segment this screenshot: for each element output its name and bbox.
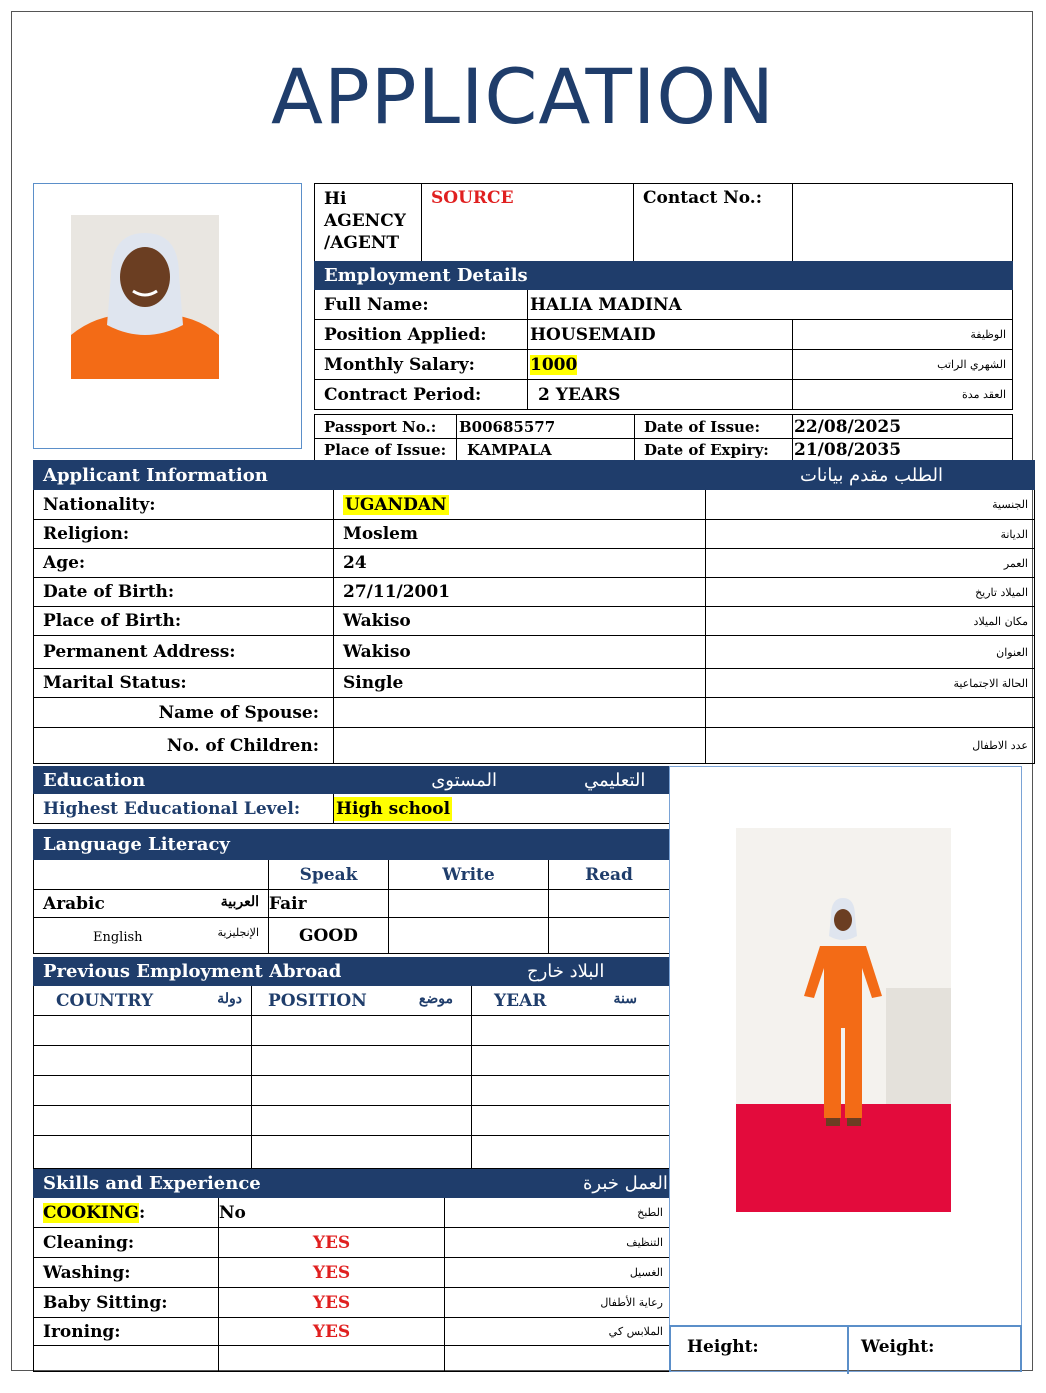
previous-header: Previous Employment Abroad <box>43 961 342 982</box>
table-row <box>34 1076 670 1106</box>
arabic-read <box>549 890 670 918</box>
children-label: No. of Children: <box>34 728 334 764</box>
contract-value: 2 YEARS <box>528 380 793 410</box>
address-ar: العنوان <box>706 636 1035 669</box>
place-issue-value: KAMPALA <box>457 439 635 461</box>
skill-babysitting-ar: رعاية الأطفال <box>445 1288 670 1318</box>
religion-value: Moslem <box>334 520 706 549</box>
contact-field[interactable] <box>793 184 1013 262</box>
source-label: SOURCE <box>422 184 634 262</box>
lang-english-ar: الإنجليزية <box>217 925 259 939</box>
skill-cooking-colon: : <box>138 1202 146 1223</box>
skill-washing-ar: الغسيل <box>445 1258 670 1288</box>
col-speak: Speak <box>269 860 389 890</box>
spouse-label: Name of Spouse: <box>34 698 334 728</box>
place-issue-label: Place of Issue: <box>315 439 457 461</box>
passport-no-label: Passport No.: <box>315 415 457 439</box>
dob-label: Date of Birth: <box>34 578 334 607</box>
contact-label: Contact No.: <box>634 184 793 262</box>
skills-table <box>33 1169 670 1372</box>
skill-cleaning-ar: التنظيف <box>445 1228 670 1258</box>
employment-table <box>314 261 1013 410</box>
applicant-table <box>33 460 1035 764</box>
full-body-photo <box>736 828 951 1212</box>
language-table <box>33 829 670 954</box>
nationality-ar: الجنسية <box>706 490 1035 520</box>
skills-header-ar: العمل خبرة <box>445 1170 670 1198</box>
lang-english: English <box>93 929 143 945</box>
salary-ar: الشهري الراتب <box>793 350 1013 380</box>
skill-washing-label: Washing: <box>34 1258 219 1288</box>
applicant-header-ar: الطلب مقدم بيانات <box>706 461 1035 490</box>
expiry-date-value: 21/08/2035 <box>793 439 1013 461</box>
english-speak: GOOD <box>269 918 389 954</box>
english-write <box>389 918 549 954</box>
passport-no-value: B00685577 <box>457 415 635 439</box>
children-value <box>334 728 706 764</box>
dob-value: 27/11/2001 <box>334 578 706 607</box>
measurements-box <box>669 1325 1022 1372</box>
skill-babysitting-label: Baby Sitting: <box>34 1288 219 1318</box>
col-position: POSITION <box>268 990 367 1011</box>
page-title: APPLICATION <box>270 52 776 141</box>
arabic-speak: Fair <box>269 890 389 918</box>
issue-date-value: 22/08/2025 <box>793 415 1013 439</box>
contract-ar: العقد مدة <box>793 380 1013 410</box>
skill-cooking-label: COOKING <box>43 1202 139 1223</box>
position-ar: الوظيفة <box>793 320 1013 350</box>
col-read: Read <box>549 860 670 890</box>
age-label: Age: <box>34 549 334 578</box>
salary-value: 1000 <box>530 354 578 375</box>
col-year-ar: سنة <box>613 990 637 1007</box>
marital-value: Single <box>334 669 706 698</box>
table-row <box>34 1106 670 1136</box>
skill-ironing-ar: الملابس كي <box>445 1318 670 1346</box>
age-value: 24 <box>334 549 706 578</box>
skill-cooking-value: No <box>219 1198 445 1228</box>
marital-label: Marital Status: <box>34 669 334 698</box>
agency-table <box>314 183 1013 262</box>
full-name-value: HALIA MADINA <box>528 290 1013 320</box>
applicant-header: Applicant Information <box>34 461 706 490</box>
lang-arabic: Arabic <box>43 893 105 914</box>
col-position-ar: موضع <box>418 990 453 1007</box>
pob-value: Wakiso <box>334 607 706 636</box>
arabic-write <box>389 890 549 918</box>
education-level-label: Highest Educational Level: <box>34 794 334 824</box>
marital-ar: الحالة الاجتماعية <box>706 669 1035 698</box>
issue-date-label: Date of Issue: <box>635 415 793 439</box>
table-row <box>34 1046 670 1076</box>
religion-label: Religion: <box>34 520 334 549</box>
previous-employment-table <box>33 957 670 1169</box>
full-name-label: Full Name: <box>315 290 528 320</box>
address-label: Permanent Address: <box>34 636 334 669</box>
portrait-photo <box>71 215 219 379</box>
address-value: Wakiso <box>334 636 706 669</box>
pob-label: Place of Birth: <box>34 607 334 636</box>
col-country: COUNTRY <box>56 990 154 1011</box>
english-read <box>549 918 670 954</box>
skill-cleaning-value: YES <box>219 1228 445 1258</box>
col-country-ar: دولة <box>217 990 242 1007</box>
age-ar: العمر <box>706 549 1035 578</box>
previous-header-ar2: البلاد خارج <box>472 958 670 986</box>
col-write: Write <box>389 860 549 890</box>
skill-ironing-label: Ironing: <box>34 1318 219 1346</box>
education-header-ar2: التعليمي <box>504 767 670 794</box>
skill-cooking-ar: الطبخ <box>445 1198 670 1228</box>
skill-cleaning-label: Cleaning: <box>34 1228 219 1258</box>
spouse-value <box>334 698 706 728</box>
nationality-value: UGANDAN <box>345 494 447 515</box>
religion-ar: الديانة <box>706 520 1035 549</box>
expiry-date-label: Date of Expiry: <box>635 439 793 461</box>
children-ar: عدد الاطفال <box>706 728 1035 764</box>
language-header: Language Literacy <box>34 830 670 860</box>
contract-label: Contract Period: <box>315 380 528 410</box>
agency-label: Hi AGENCY /AGENT <box>315 184 422 262</box>
education-header: Education <box>34 767 334 794</box>
skill-washing-value: YES <box>219 1258 445 1288</box>
pob-ar: مكان الميلاد <box>706 607 1035 636</box>
portrait-photo-frame <box>33 183 302 449</box>
passport-table <box>314 414 1013 461</box>
weight-label: Weight: <box>861 1337 935 1357</box>
dob-ar: الميلاد تاريخ <box>706 578 1035 607</box>
position-label: Position Applied: <box>315 320 528 350</box>
skills-header: Skills and Experience <box>34 1170 445 1198</box>
lang-arabic-ar: العربية <box>220 893 259 910</box>
height-label: Height: <box>687 1337 759 1357</box>
table-row <box>34 1136 670 1169</box>
table-row <box>34 1016 670 1046</box>
salary-label: Monthly Salary: <box>315 350 528 380</box>
education-level-value: High school <box>336 798 451 819</box>
skill-babysitting-value: YES <box>219 1288 445 1318</box>
position-value: HOUSEMAID <box>528 320 793 350</box>
col-year: YEAR <box>494 990 547 1011</box>
spouse-ar <box>706 698 1035 728</box>
education-table <box>33 766 670 824</box>
full-body-photo-frame <box>669 766 1022 1372</box>
skill-ironing-value: YES <box>219 1318 445 1346</box>
employment-header: Employment Details <box>315 262 1013 290</box>
nationality-label: Nationality: <box>34 490 334 520</box>
education-header-ar1: المستوى <box>334 767 504 794</box>
